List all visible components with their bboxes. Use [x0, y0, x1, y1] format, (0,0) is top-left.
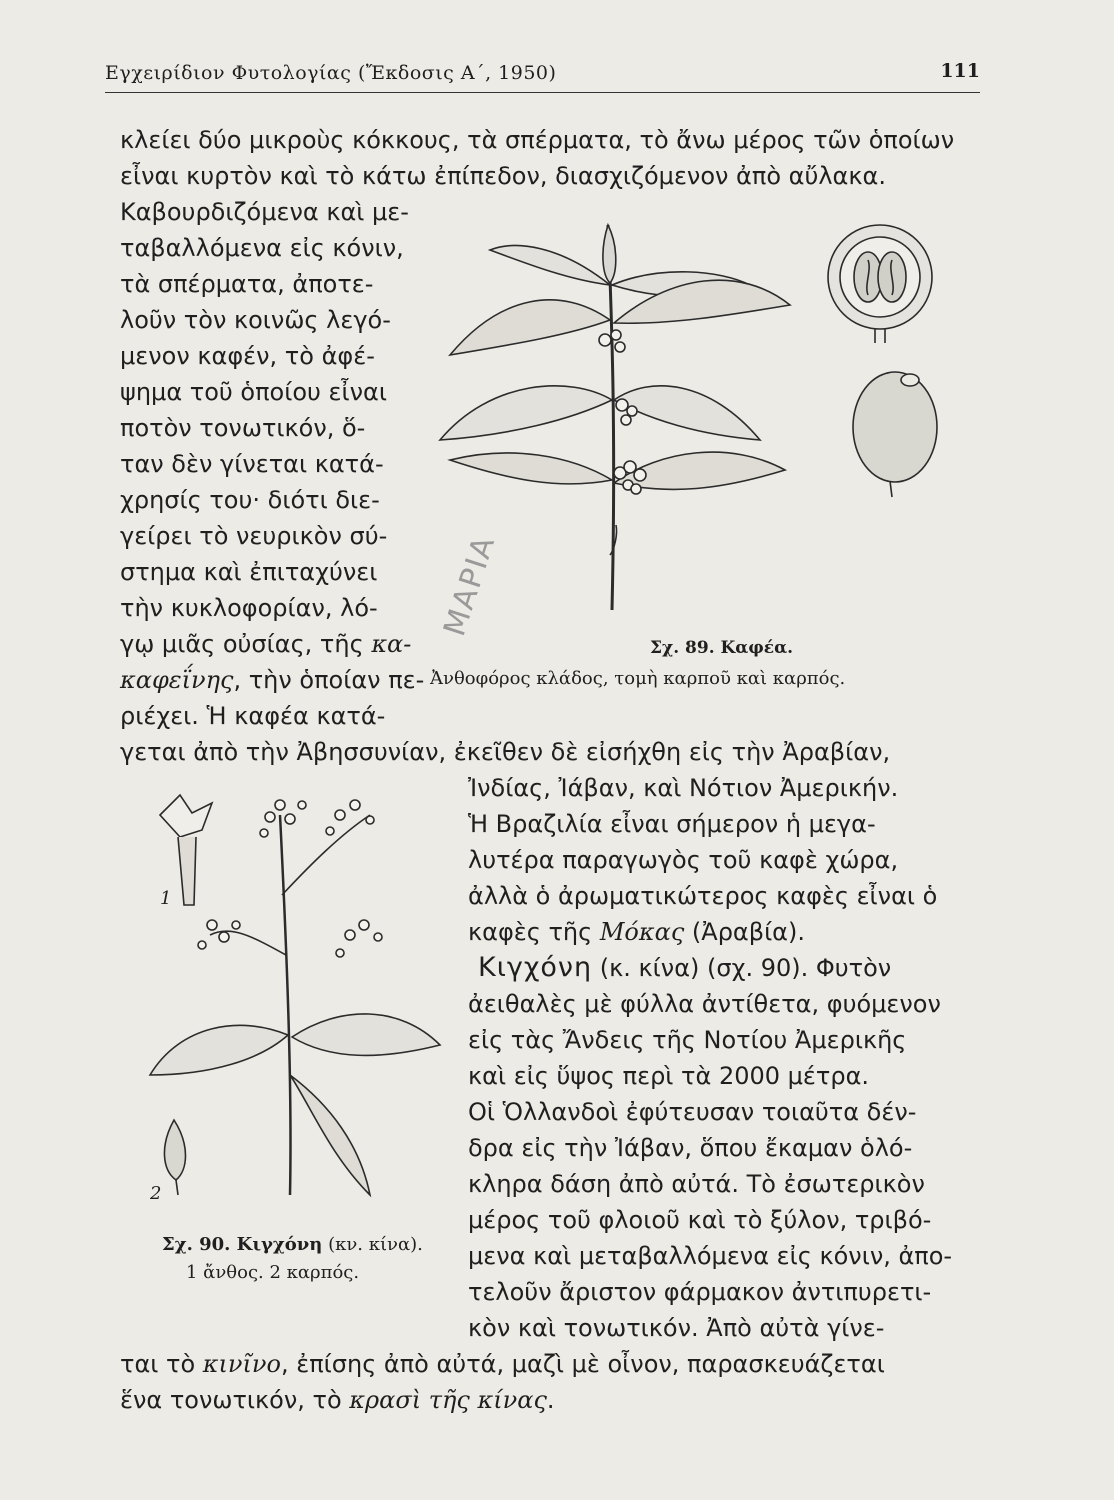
- text-line: ποτὸν τονωτικόν, ὅ-: [120, 414, 366, 442]
- text-span: γῳ μιᾶς οὐσίας, τῆς: [120, 630, 364, 658]
- text-line: ἀλλὰ ὁ ἀρωματικώτερος καφὲς εἶναι ὁ: [468, 882, 938, 910]
- coffee-leaf: [490, 246, 610, 285]
- cinchona-stem: [280, 815, 291, 1195]
- cinchona-leaf: [290, 1075, 370, 1195]
- figure-89-label: [650, 638, 793, 658]
- cinchona-leaf: [292, 1014, 440, 1055]
- italic-span: κινῖνο: [202, 1350, 281, 1378]
- text-line: χρησίς του· διότι διε-: [120, 486, 380, 514]
- text-line: τὰ σπέρματα, ἀποτε-: [120, 270, 374, 298]
- figure-90-label-paren: (κν. κίνα).: [322, 1234, 423, 1255]
- figure-90-caption: 1 ἄνθος. 2 καρπός.: [186, 1262, 360, 1283]
- text-line: τελοῦν ἄριστον φάρμακον ἀντιπυρετι-: [468, 1278, 932, 1306]
- text-line: [120, 626, 411, 662]
- text-line: γείρει τὸ νευρικὸν σύ-: [120, 522, 388, 550]
- coffee-branch-illustration: [420, 205, 940, 625]
- italic-span: Μόκας: [599, 918, 685, 946]
- text-line: ταν δὲν γίνεται κατά-: [120, 450, 384, 478]
- text-line: ριέχει. Ἡ καφέα κατά-: [120, 702, 386, 730]
- text-line: κὸν καὶ τονωτικόν. Ἀπὸ αὐτὰ γίνε-: [468, 1314, 885, 1342]
- text-line: λυτέρα παραγωγὸς τοῦ καφὲ χώρα,: [468, 846, 899, 874]
- text-line: [468, 914, 805, 950]
- coffee-bud: [603, 225, 616, 283]
- text-line: κλείει δύο μικροὺς κόκκους, τὰ σπέρματα, τὸ ἄνω μέρος τῶν ὁποίων: [120, 126, 955, 154]
- text-line: [120, 1382, 555, 1418]
- text-line: λοῦν τὸν κοινῶς λεγό-: [120, 306, 391, 334]
- text-line: Οἱ Ὁλλανδοὶ ἐφύτευσαν τοιαῦτα δέν-: [468, 1098, 917, 1126]
- coffee-leaf: [440, 386, 612, 440]
- text-line: μενα καὶ μεταβαλλόμενα εἰς κόνιν, ἀπο-: [468, 1242, 953, 1270]
- coffee-fruit-section: [828, 225, 932, 343]
- cinchona-fruit: [164, 1120, 185, 1195]
- cinchona-leaf: [150, 1025, 288, 1075]
- text-line: καὶ εἰς ὕψος περὶ τὰ 2000 μέτρα.: [468, 1062, 870, 1090]
- text-span: καφὲς τῆς: [468, 918, 600, 946]
- text-line: ταβαλλόμενα εἰς κόνιν,: [120, 234, 404, 262]
- figure-89-label-text: Σχ. 89. Καφέα.: [650, 638, 794, 658]
- text-line: [120, 1346, 885, 1382]
- cinchona-branch: [282, 815, 370, 895]
- text-line: δρα εἰς τὴν Ἰάβαν, ὅπου ἔκαμαν ὁλό-: [468, 1134, 913, 1162]
- text-line: Ἰνδίας, Ἰάβαν, καὶ Νότιον Ἀμερικήν.: [468, 774, 899, 802]
- text-span: ἕνα τονωτικόν, τὸ: [120, 1386, 350, 1414]
- header-title: Εγχειρίδιον Φυτολογίας (Ἔκδοσις Α΄, 1950): [105, 62, 557, 84]
- running-header: [105, 58, 980, 93]
- coffee-fruit: [853, 372, 937, 497]
- figure-90-label: [162, 1234, 423, 1255]
- italic-span: καφεΐνης: [120, 666, 234, 694]
- text-span: (Ἀραβία).: [684, 918, 805, 946]
- coffee-leaf: [450, 300, 610, 355]
- text-line: στημα καὶ ἐπιταχύνει: [120, 558, 378, 586]
- page-number: 111: [940, 60, 980, 82]
- text-line: μέρος τοῦ φλοιοῦ καὶ τὸ ξύλον, τριβό-: [468, 1206, 932, 1234]
- handwritten-annotation: ΜΑΡΙΑ: [437, 530, 503, 641]
- text-line: μενον καφέν, τὸ ἀφέ-: [120, 342, 375, 370]
- text-line: Καβουρδιζόμενα καὶ με-: [120, 198, 409, 226]
- figure-89-caption: Ἀνθοφόρος κλάδος, τομὴ καρποῦ καὶ καρπός.: [430, 668, 846, 689]
- cinchona-flower-cluster: [198, 800, 382, 957]
- section-heading: Κιγχόνη: [478, 952, 593, 983]
- coffee-leaf: [450, 453, 612, 484]
- text-line: ἀειθαλὲς μὲ φύλλα ἀντίθετα, φυόμενον: [468, 990, 941, 1018]
- text-span: .: [546, 1386, 555, 1414]
- text-line: Ἡ Βραζιλία εἶναι σήμερον ἡ μεγα-: [468, 810, 876, 838]
- text-line: κληρα δάση ἀπὸ αὐτά. Τὸ ἐσωτερικὸν: [468, 1170, 925, 1198]
- text-span: , ἐπίσης ἀπὸ αὐτά, μαζὶ μὲ οἶνον, παρασκευάζεται: [280, 1350, 885, 1378]
- text-line: τὴν κυκλοφορίαν, λό-: [120, 594, 378, 622]
- figure-90-marker-2: 2: [150, 1183, 162, 1204]
- italic-span: κρασὶ τῆς κίνας: [349, 1386, 547, 1414]
- text-span: ται τὸ: [120, 1350, 203, 1378]
- italic-span: κα-: [371, 630, 412, 658]
- cinchona-illustration: [140, 775, 450, 1215]
- text-line: εἶναι κυρτὸν καὶ τὸ κάτω ἐπίπεδον, διασχιζόμενον ἀπὸ αὔλακα.: [120, 162, 886, 190]
- text-line: ψημα τοῦ ὁποίου εἶναι: [120, 378, 387, 406]
- text-line: [478, 950, 891, 986]
- text-span: , τὴν ὁποίαν πε-: [233, 666, 425, 694]
- text-line: γεται ἀπὸ τὴν Ἀβησσυνίαν, ἐκεῖθεν δὲ εἰσήχθη εἰς τὴν Ἀραβίαν,: [120, 738, 891, 766]
- text-span: (κ. κίνα) (σχ. 90). Φυτὸν: [592, 954, 892, 982]
- figure-90-label-text: Σχ. 90. Κιγχόνη: [162, 1234, 323, 1255]
- text-line: εἰς τὰς Ἄνδεις τῆς Νοτίου Ἀμερικῆς: [468, 1026, 907, 1054]
- figure-90-marker-1: 1: [160, 888, 172, 909]
- text-line: [120, 662, 424, 698]
